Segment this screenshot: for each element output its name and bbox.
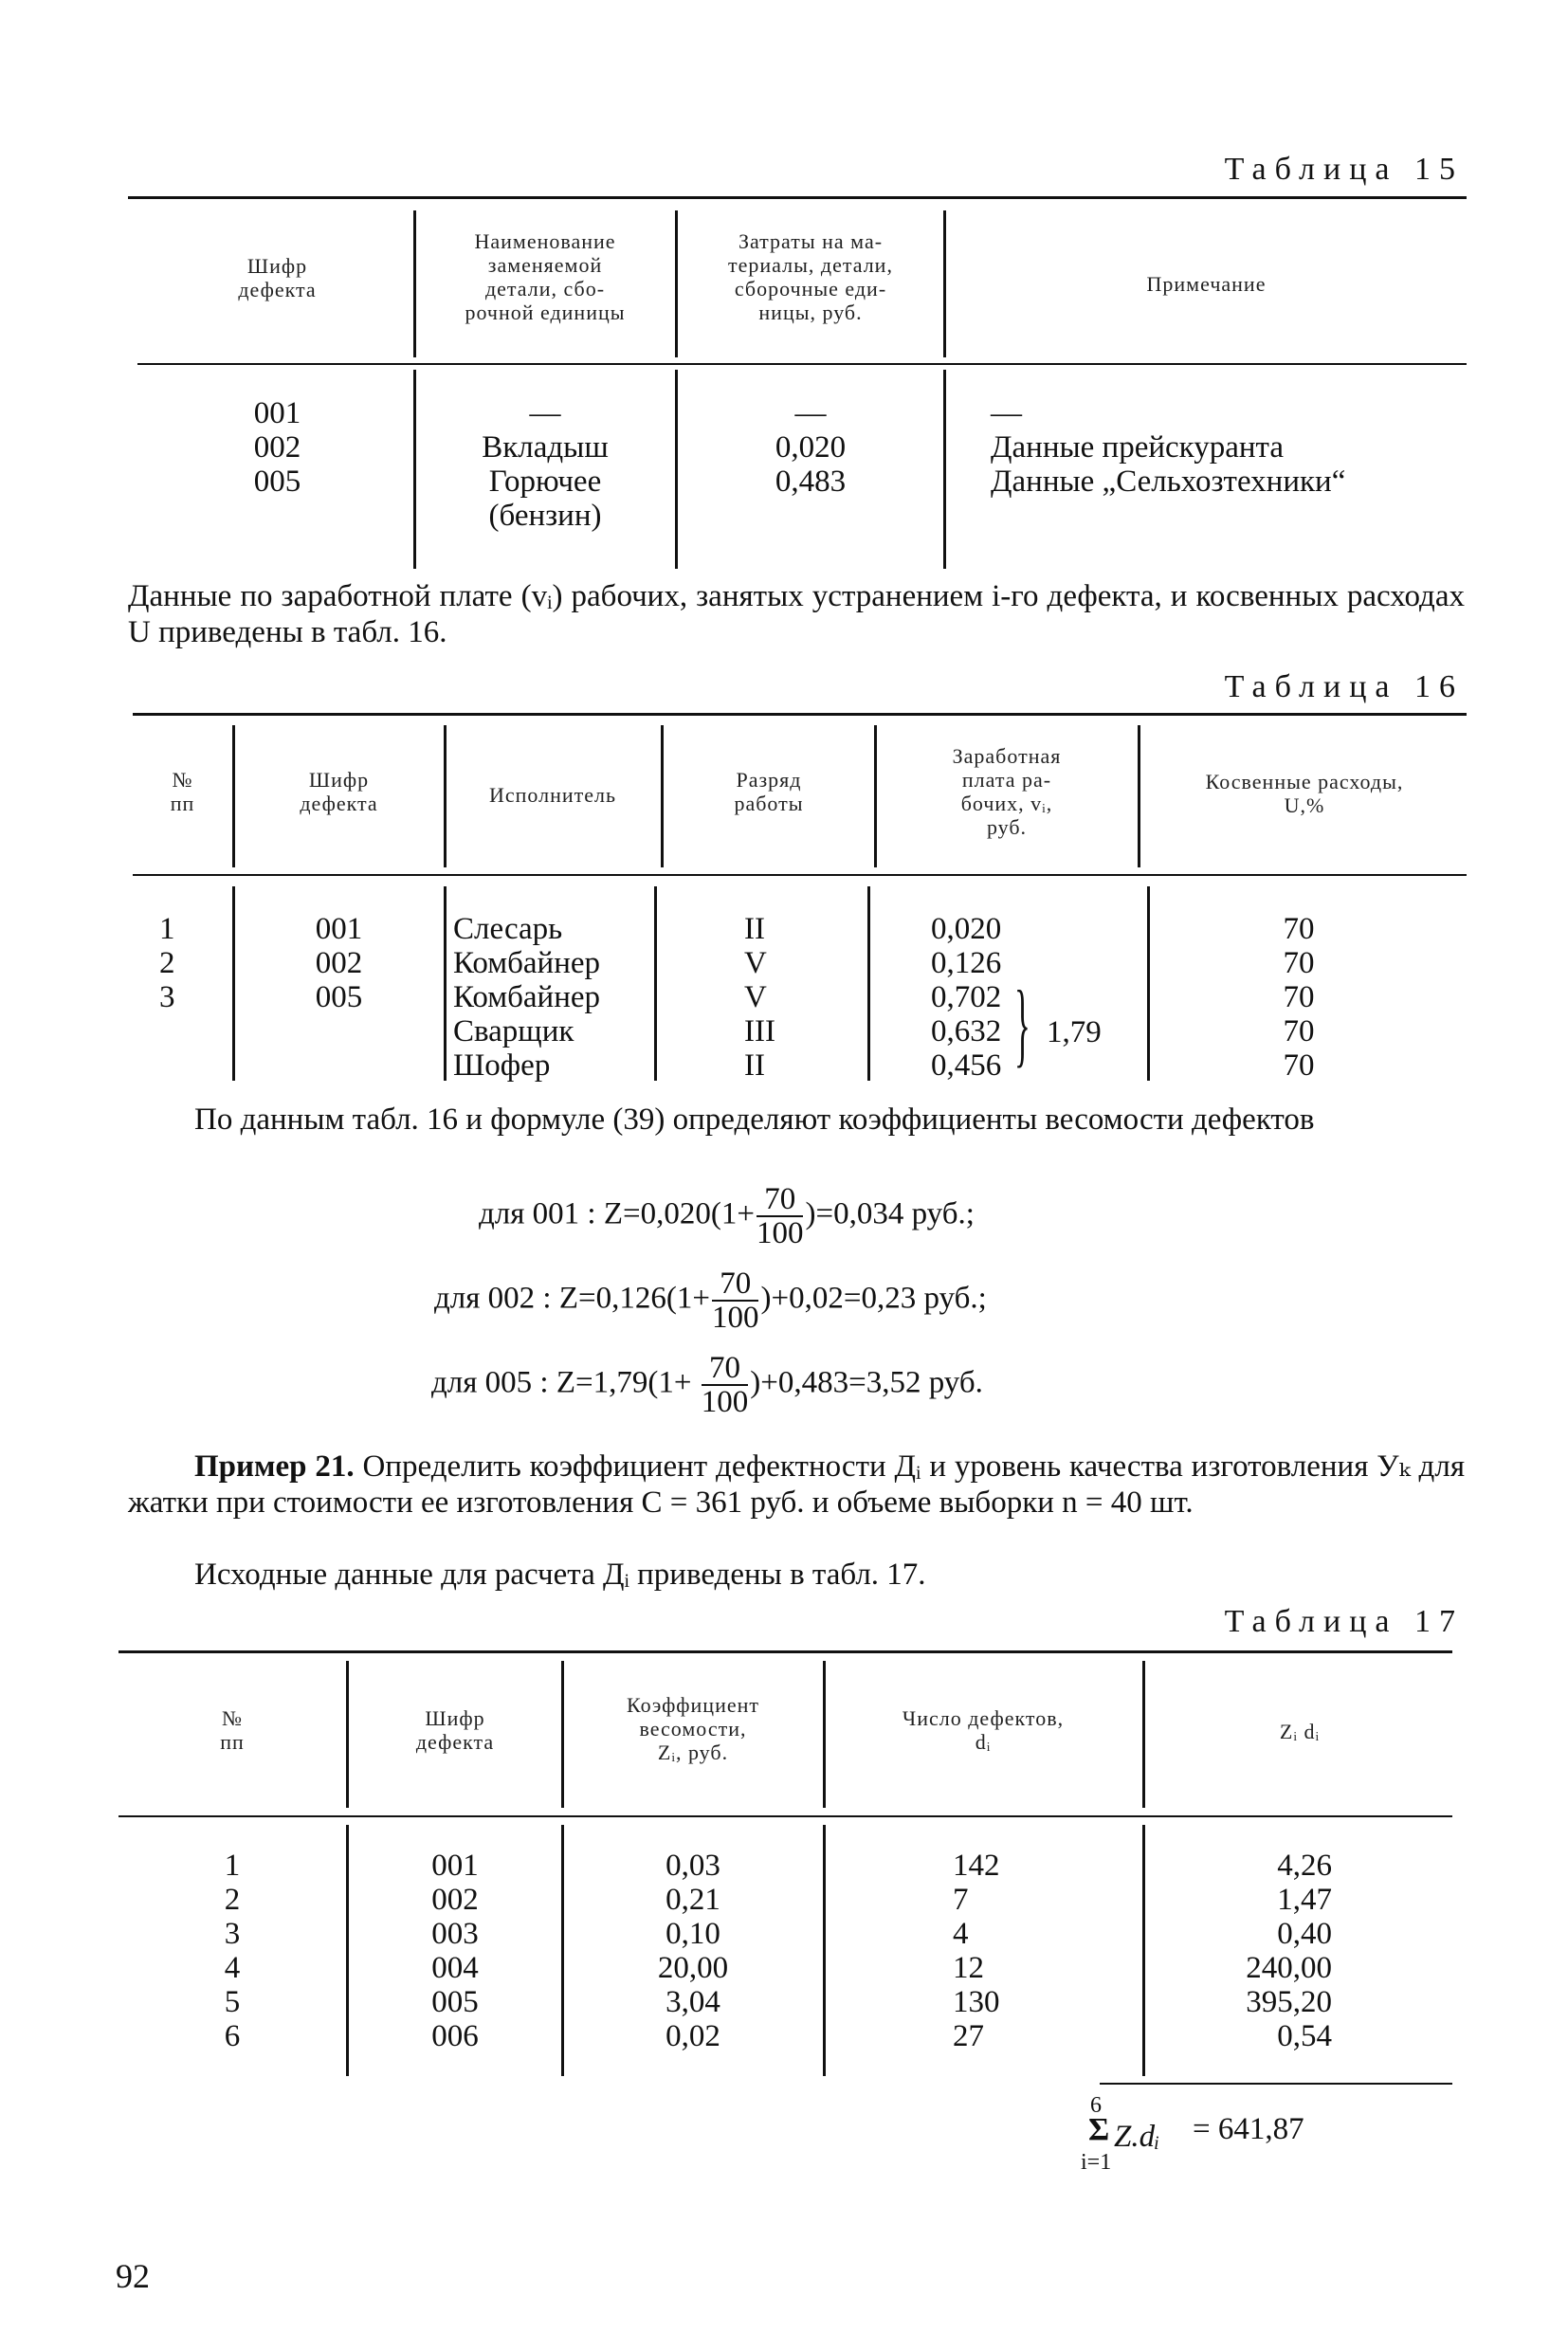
table15-top-rule: [128, 196, 1467, 199]
table17-nums: 1 2 3 4 5 6: [224, 1849, 241, 2053]
table15-caption: Таблица 15: [1224, 152, 1464, 187]
table16-header-worker: Исполнитель: [488, 783, 617, 807]
table16-vrule: [874, 725, 877, 867]
formula-002: для 002 : Z=0,126(1+ $\frac{70}{100}$ )+0,02=0,23 руб.;: [434, 1267, 987, 1335]
table16-vrule: [232, 886, 235, 1081]
table17-header-product: Zᵢ dᵢ: [1279, 1720, 1321, 1743]
table15-header-rule: [137, 363, 1467, 365]
table17-top-rule: [119, 1650, 1452, 1653]
table17-vrule: [1142, 1661, 1145, 1808]
table16-vrule: [444, 886, 447, 1081]
table15-names: — Вкладыш Горючее (бензин): [482, 396, 609, 533]
table16-grades: II V V III II: [744, 912, 775, 1083]
table16-vrule: [661, 725, 664, 867]
table17-header-code: Шифр дефекта: [415, 1706, 495, 1754]
table17-sum-rule: [1100, 2083, 1452, 2085]
table17-codes: 001 002 003 004 005 006: [431, 1849, 479, 2053]
table15-header-name: Наименование заменяемой детали, сбо- рочной единицы: [465, 229, 626, 324]
table16-vrule: [654, 886, 657, 1081]
table16-top-rule: [133, 713, 1467, 716]
table17-vrule: [561, 1661, 564, 1808]
table15-codes: 001 002 005: [253, 396, 301, 499]
paragraph-coefficients: По данным табл. 16 и формуле (39) определяют коэффициенты весомости дефектов: [194, 1103, 1315, 1137]
sum-value: = 641,87: [1193, 2112, 1304, 2146]
table17-vrule: [823, 1825, 826, 2076]
sum-upper-limit: 6: [1090, 2093, 1102, 2118]
table16-header-rule: [133, 874, 1467, 876]
example-label: Пример 21.: [194, 1449, 355, 1484]
paragraph-wages: Данные по заработной плате (vᵢ) рабочих, занятых устранением i-го дефекта, и косвенных расходах U приведены в табл. 16.: [128, 579, 1465, 649]
table16-overhead: 70 70 70 70 70: [1283, 912, 1315, 1083]
table16-vrule: [1138, 725, 1140, 867]
table16-workers: Слесарь Комбайнер Комбайнер Сварщик Шофер: [453, 912, 601, 1083]
table15-vrule: [943, 210, 946, 357]
sum-expression: Z.dᵢ: [1114, 2120, 1160, 2154]
table17-weights: 0,03 0,21 0,10 20,00 3,04 0,02: [657, 1849, 729, 2053]
table17-vrule: [823, 1661, 826, 1808]
table17-vrule: [561, 1825, 564, 2076]
table17-header-weight: Коэффициент весомости, Zᵢ, руб.: [626, 1693, 759, 1764]
table15-vrule: [413, 370, 416, 569]
table16-header-num: № пп: [170, 768, 195, 815]
table16-header-overhead: Косвенные расходы, U,%: [1205, 770, 1404, 817]
table16-vrule: [232, 725, 235, 867]
table15-costs: — 0,020 0,483: [775, 396, 847, 499]
page-number: 92: [116, 2257, 150, 2295]
table16-codes: 001 002 005: [315, 912, 363, 1014]
table15-vrule: [413, 210, 416, 357]
table16-vrule: [444, 725, 447, 867]
example-text: Определить коэффициент дефектности Дᵢ и уровень качества изготовления Уₖ для жатки при стоимости ее изготовления C = 361 руб. и объеме выборки n = 40 шт.: [128, 1449, 1465, 1520]
table16-header-code: Шифр дефекта: [300, 768, 378, 815]
table17-vrule: [1142, 1825, 1145, 2076]
sum-lower-limit: i=1: [1081, 2150, 1112, 2175]
table16-vrule: [867, 886, 870, 1081]
table15-vrule: [943, 370, 946, 569]
table17-vrule: [346, 1825, 349, 2076]
table16-vrule: [1147, 886, 1150, 1081]
table15-vrule: [675, 370, 678, 569]
table16-header-wage: Заработная плата ра- бочих, vᵢ, руб.: [952, 744, 1062, 839]
table16-caption: Таблица 16: [1224, 669, 1464, 704]
table15-header-note: Примечание: [1146, 272, 1267, 296]
table15-header-code: Шифр дефекта: [238, 254, 317, 301]
table16-wage-sum: 1,79: [1047, 1015, 1102, 1049]
paragraph-source-data: Исходные данные для расчета Дᵢ приведены в табл. 17.: [194, 1558, 926, 1592]
example-21: [128, 1449, 1465, 1521]
table17-caption: Таблица 17: [1224, 1604, 1464, 1639]
sum-sigma: Σ: [1088, 2112, 1110, 2147]
table15-notes: — Данные прейскуранта Данные „Сельхозтехники“: [991, 396, 1346, 499]
table17-counts: 142 7 4 12 130 27: [953, 1849, 1000, 2053]
table15-header-cost: Затраты на ма- териалы, детали, сборочные еди- ницы, руб.: [728, 229, 893, 324]
formula-001: для 001 : Z=0,020(1+ $\frac{70}{100}$ )=0,034 руб.;: [479, 1182, 975, 1250]
table17-header-rule: [119, 1815, 1452, 1817]
table17-products: 4,26 1,47 0,40 240,00 395,20 0,54: [1246, 1849, 1332, 2053]
table16-wage-brace: }: [1014, 971, 1030, 1076]
table16-header-grade: Разряд работы: [734, 768, 804, 815]
table15-vrule: [675, 210, 678, 357]
table16-wages: 0,020 0,126 0,702 0,632 0,456: [931, 912, 1002, 1083]
table17-header-count: Число дефектов, dᵢ: [902, 1706, 1065, 1754]
table16-nums: 1 2 3: [159, 912, 175, 1014]
table17-header-num: № пп: [220, 1706, 245, 1754]
formula-005: для 005 : Z=1,79(1+ $\frac{70}{100}$ )+0,483=3,52 руб.: [431, 1351, 983, 1419]
table17-vrule: [346, 1661, 349, 1808]
